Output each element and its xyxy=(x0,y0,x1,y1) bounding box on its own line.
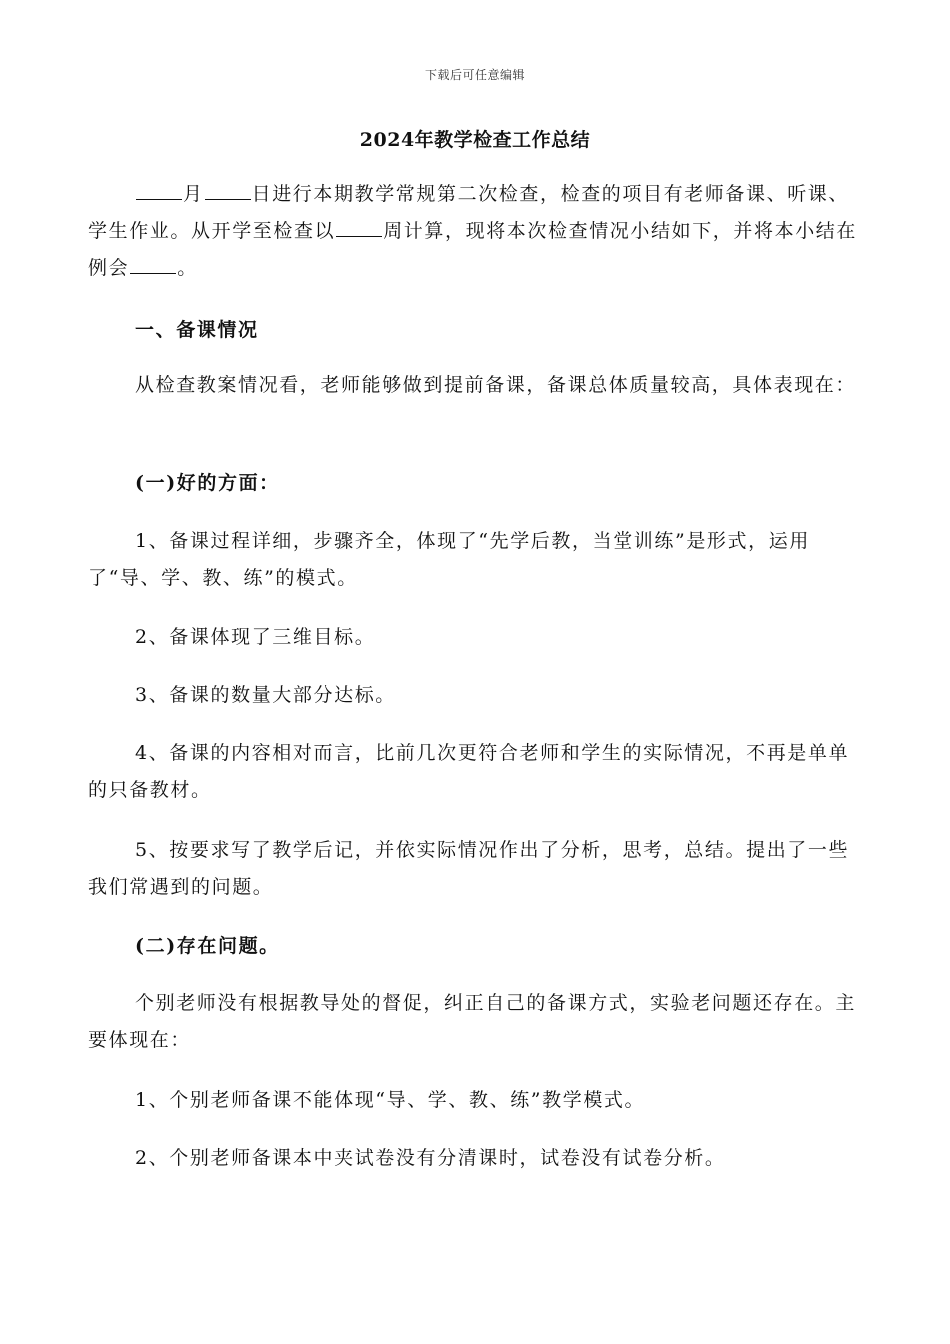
intro-text-4: 。 xyxy=(177,257,198,279)
list-item: 2、个别老师备课本中夹试卷没有分清课时，试卷没有试卷分析。 xyxy=(135,1147,726,1169)
section-summary: 从检查教案情况看，老师能够做到提前备课，备课总体质量较高，具体表现在： xyxy=(135,374,857,396)
blank-line xyxy=(205,180,251,200)
document-title: 2024年教学检查工作总结 xyxy=(359,129,591,151)
blank-line xyxy=(136,180,182,200)
list-item: 2、备课体现了三维目标。 xyxy=(135,626,376,648)
blank-line xyxy=(130,254,176,274)
intro-paragraph xyxy=(88,176,862,287)
subheading-good: (一)好的方面： xyxy=(135,472,280,494)
list-item: 5、按要求写了教学后记，并依实际情况作出了分析，思考，总结。提出了一些我们常遇到的问题。 xyxy=(88,839,850,898)
list-item: 3、备课的数量大部分达标。 xyxy=(135,684,396,706)
header-note: 下载后可任意编辑 xyxy=(424,68,525,82)
problems-summary: 个别老师没有根据教导处的督促，纠正自己的备课方式，实验老问题还存在。主要体现在： xyxy=(88,992,857,1051)
blank-line xyxy=(336,217,382,237)
subheading-problems: (二)存在问题。 xyxy=(135,935,280,957)
intro-text-1: 月 xyxy=(183,183,204,205)
intro-text-2: 日进行本期教学常规第二次检查，检查的项目有老师备课、听课、学生作业。从开学至检查以 xyxy=(88,183,850,242)
list-item: 4、备课的内容相对而言，比前几次更符合老师和学生的实际情况，不再是单单的只备教材。 xyxy=(88,742,850,801)
list-item: 1、个别老师备课不能体现“导、学、教、练”教学模式。 xyxy=(135,1089,646,1111)
list-item: 1、备课过程详细，步骤齐全，体现了“先学后教，当堂训练”是形式，运用了“导、学、教、练”的模式。 xyxy=(88,530,810,589)
intro-text-3: 周计算，现将本次检查情况小结如下，并将本小结在例会 xyxy=(88,220,858,279)
section-heading-lesson-prep: 一、备课情况 xyxy=(135,319,259,341)
